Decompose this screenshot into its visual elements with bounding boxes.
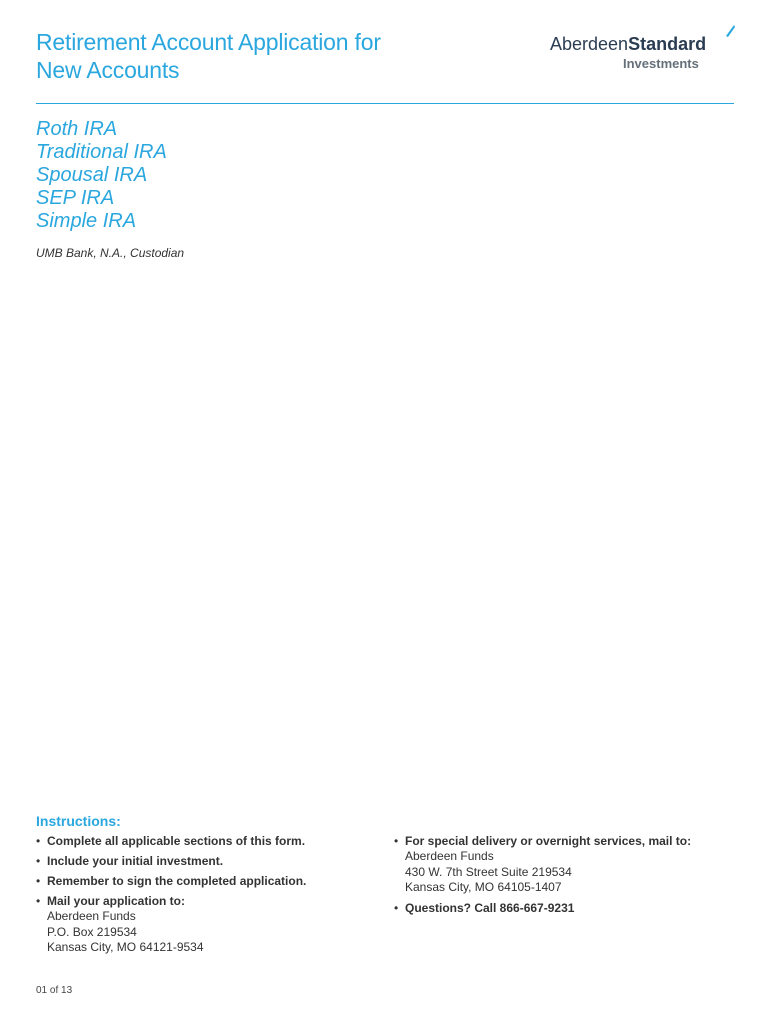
page-number: 01 of 13 xyxy=(36,985,73,996)
instruction-text: Questions? Call 866-667-9231 xyxy=(405,900,575,915)
bullet: • xyxy=(394,900,399,915)
instruction-item xyxy=(36,894,366,956)
bullet: • xyxy=(36,854,41,868)
instruction-item xyxy=(394,834,734,896)
bullet: • xyxy=(394,834,399,848)
address-line: Kansas City, MO 64121-9534 xyxy=(47,940,204,954)
account-type-spousal: Spousal IRA xyxy=(36,164,148,186)
logo-word-investments: Investments xyxy=(623,56,699,71)
instruction-text: Remember to sign the completed application. xyxy=(47,874,307,888)
logo-word-standard: Standard xyxy=(628,34,707,54)
title-line-2: New Accounts xyxy=(36,57,180,83)
instructions-heading: Instructions: xyxy=(36,813,121,829)
logo-wordmark xyxy=(550,34,706,55)
instruction-item xyxy=(36,854,366,869)
instruction-item xyxy=(36,834,366,849)
logo-word-aberdeen: Aberdeen xyxy=(550,34,629,54)
instructions-left-column xyxy=(36,834,366,961)
account-types-list xyxy=(36,118,167,233)
bullet: • xyxy=(36,894,41,908)
aberdeen-standard-logo xyxy=(548,24,738,74)
address-line: Kansas City, MO 64105-1407 xyxy=(405,880,562,894)
logo-check-icon xyxy=(724,24,736,38)
instruction-text: Include your initial investment. xyxy=(47,854,224,868)
address-line: Aberdeen Funds xyxy=(405,849,494,863)
instruction-text: For special delivery or overnight services, mail to: xyxy=(405,834,692,848)
custodian-text: UMB Bank, N.A., Custodian xyxy=(36,246,185,260)
instruction-text: Complete all applicable sections of this form. xyxy=(47,834,306,848)
account-type-traditional: Traditional IRA xyxy=(36,141,167,163)
page-title xyxy=(36,28,456,84)
header-divider xyxy=(36,103,734,104)
instruction-item xyxy=(36,874,366,889)
address-line: Aberdeen Funds xyxy=(47,909,136,923)
address-line: 430 W. 7th Street Suite 219534 xyxy=(405,864,572,879)
account-type-roth: Roth IRA xyxy=(36,118,118,140)
title-line-1: Retirement Account Application for xyxy=(36,29,381,55)
instruction-text: Mail your application to: xyxy=(47,894,186,908)
account-type-simple: Simple IRA xyxy=(36,210,137,232)
bullet: • xyxy=(36,874,41,888)
instructions-right-column xyxy=(394,834,734,921)
account-type-sep: SEP IRA xyxy=(36,187,115,209)
instruction-item xyxy=(394,901,734,916)
bullet: • xyxy=(36,834,41,848)
address-line: P.O. Box 219534 xyxy=(47,924,137,939)
